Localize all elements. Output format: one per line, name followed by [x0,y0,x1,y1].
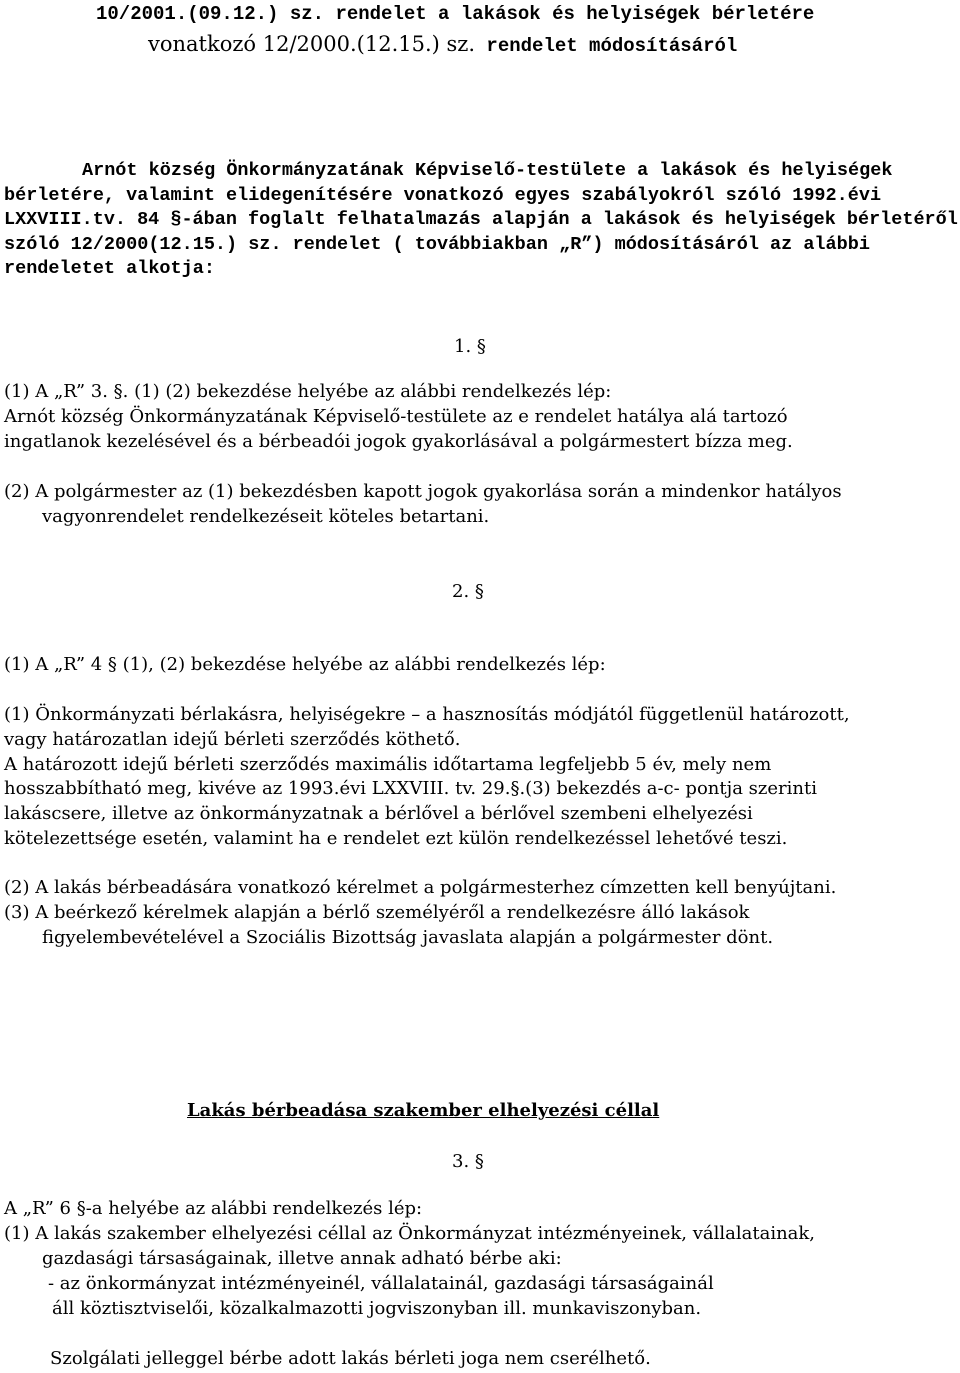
s1-p2-line-1: (2) A polgármester az (1) bekezdésben kapott jogok gyakorlása során a mindenkor hatályos [4,481,842,502]
intro-line-5: rendeletet alkotja: [4,258,215,279]
s3-p1-line-1: (1) A lakás szakember elhelyezési céllal az Önkormányzat intézményeinek, vállalatainak, [4,1223,816,1244]
title-line-1: 10/2001.(09.12.) sz. rendelet a lakások és helyiségek bérletére [96,3,815,25]
section-2-mark: 2. § [452,581,484,602]
section-1-mark: 1. § [454,336,486,357]
s2-p2: (2) A lakás bérbeadására vonatkozó kérelmet a polgármesterhez címzetten kell benyújtani. [4,877,837,898]
s2-p1-line-4: hosszabbítható meg, kivéve az 1993.évi LXXVIII. tv. 29.§.(3) bekezdés a-c- pontja szerinti [4,778,817,799]
s1-p1-line-3: ingatlanok kezelésével és a bérbeadói jogok gyakorlásával a polgármestert bízza meg. [4,431,793,452]
s2-p1-line-6: kötelezettsége esetén, valamint ha e rendelet ezt külön rendelkezéssel lehetővé teszi. [4,828,788,849]
s3-intro: A „R” 6 §-a helyébe az alábbi rendelkezés lép: [4,1198,423,1219]
s2-p1-line-1: (1) Önkormányzati bérlakásra, helyiségekre – a hasznosítás módjától függetlenül határozott, [4,704,850,725]
intro-line-1: Arnót község Önkormányzatának Képviselő-testülete a lakások és helyiségek [82,160,893,181]
s3-closing: Szolgálati jelleggel bérbe adott lakás bérleti joga nem cserélhető. [50,1348,651,1369]
s2-p1-line-5: lakáscsere, illetve az önkormányzatnak a bérlővel a bérlővel szembeni elhelyezési [4,803,753,824]
s3-p1-line-4: áll köztisztviselői, közalkalmazotti jogviszonyban ill. munkaviszonyban. [52,1298,702,1319]
s1-p2-line-2: vagyonrendelet rendelkezéseit köteles betartani. [42,506,490,527]
s3-p1-line-3: - az önkormányzat intézményeinél, vállalatainál, gazdasági társaságainál [48,1273,714,1294]
s1-p1-line-2: Arnót község Önkormányzatának Képviselő-testülete az e rendelet hatálya alá tartozó [4,406,788,427]
title-line-2b: rendelet módosításáról [475,35,738,57]
s2-p1-line-2: vagy határozatlan idejű bérleti szerződés köthető. [4,729,461,750]
intro-line-3: LXXVIII.tv. 84 §-ában foglalt felhatalmazás alapján a lakások és helyiségek bérletéről [4,209,958,230]
title-line-2a: vonatkozó 12/2000.(12.15.) sz. [148,32,476,56]
s1-p1-line-1: (1) A „R” 3. §. (1) (2) bekezdése helyébe az alábbi rendelkezés lép: [4,381,612,402]
s2-p3-line-2: figyelembevételével a Szociális Bizottság javaslata alapján a polgármester dönt. [42,927,774,948]
intro-line-4: szóló 12/2000(12.15.) sz. rendelet ( továbbiakban „R”) módosításáról az alábbi [4,234,870,255]
s2-p3-line-1: (3) A beérkező kérelmek alapján a bérlő személyéről a rendelkezésre álló lakások [4,902,750,923]
section-3-mark: 3. § [452,1151,484,1172]
section-3-heading: Lakás bérbeadása szakember elhelyezési céllal [187,1100,660,1121]
title-line-2 [148,32,737,58]
s2-p1-line-3: A határozott idejű bérleti szerződés maximális időtartama legfeljebb 5 év, mely nem [4,754,772,775]
intro-line-2: bérletére, valamint elidegenítésére vonatkozó egyes szabályokról szóló 1992.évi [4,185,882,206]
s2-intro: (1) A „R” 4 § (1), (2) bekezdése helyébe az alábbi rendelkezés lép: [4,654,606,675]
s3-p1-line-2: gazdasági társaságainak, illetve annak adható bérbe aki: [42,1248,562,1269]
